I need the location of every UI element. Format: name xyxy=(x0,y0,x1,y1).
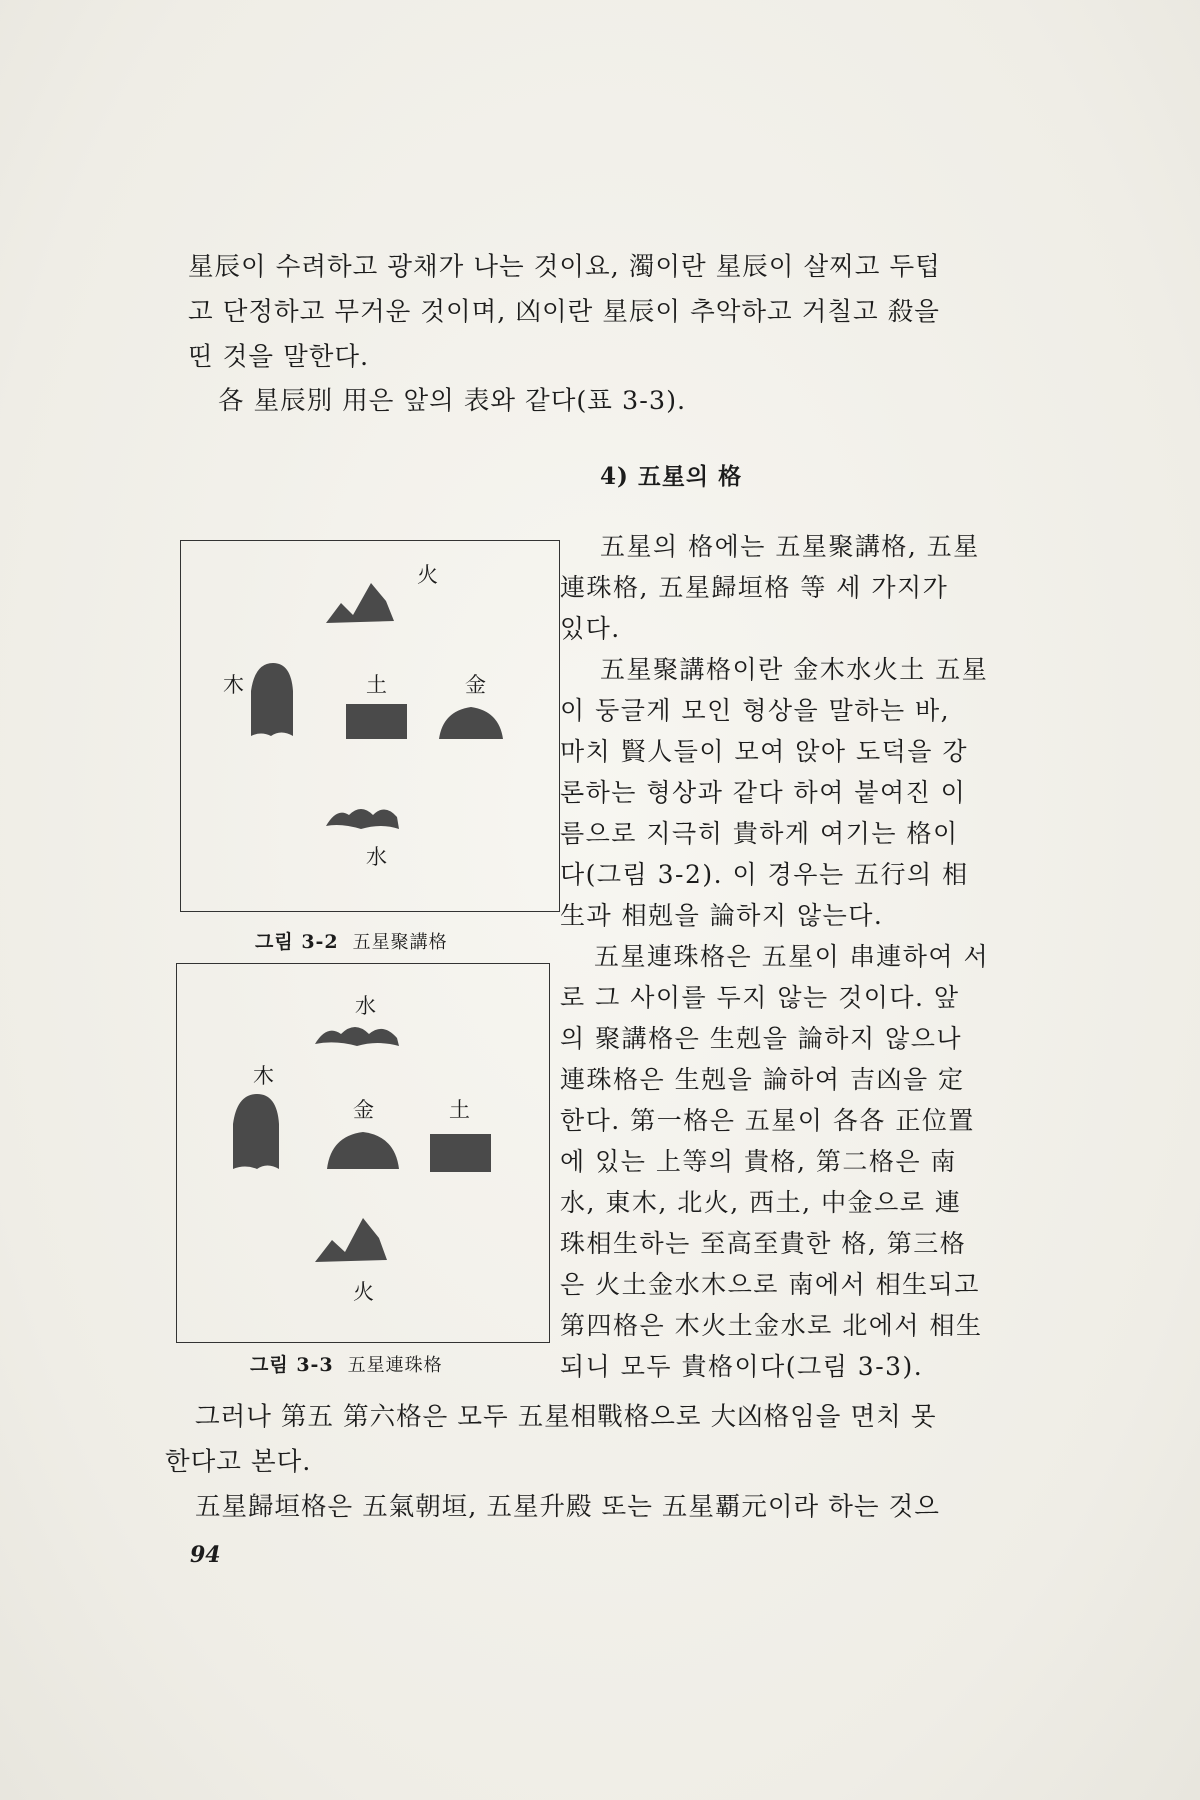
text-line: 生과 相剋을 論하지 않는다. xyxy=(560,901,884,930)
fire-label: 火 xyxy=(417,563,438,587)
water-label: 水 xyxy=(355,994,376,1018)
earth-label: 土 xyxy=(449,1098,470,1122)
text-line: 마치 賢人들이 모여 앉아 도덕을 강 xyxy=(560,737,969,766)
fire-label: 火 xyxy=(353,1280,374,1304)
text-line: 한다고 본다. xyxy=(165,1447,312,1477)
wood-mountain-shape xyxy=(251,663,293,736)
text-line: 이 둥글게 모인 형상을 말하는 바, xyxy=(560,696,951,725)
fire-mountain-shape xyxy=(326,583,394,623)
metal-mountain-shape xyxy=(327,1132,399,1169)
metal-mountain-shape xyxy=(439,707,503,739)
page-number: 94 xyxy=(190,1542,221,1568)
text-line: 있다. xyxy=(560,614,621,643)
fire-mountain-shape xyxy=(315,1218,387,1262)
caption-title: 五星聚講格 xyxy=(352,932,448,953)
text-line: 고 단정하고 무거운 것이며, 凶이란 星辰이 추악하고 거칠고 殺을 xyxy=(188,297,940,327)
text-line: 各 星辰別 用은 앞의 表와 같다(표 3-3). xyxy=(218,386,687,416)
text-line: 름으로 지극히 貴하게 여기는 格이 xyxy=(560,819,959,848)
metal-label: 金 xyxy=(465,673,486,697)
text-line: 五星聚講格이란 金木水火土 五星 xyxy=(600,655,989,684)
water-label: 水 xyxy=(366,845,387,869)
text-line: 連珠格, 五星歸垣格 等 세 가지가 xyxy=(560,573,949,602)
wood-mountain-shape xyxy=(233,1094,279,1169)
water-mountain-shape xyxy=(326,809,399,829)
text-line: 珠相生하는 至高至貴한 格, 第三格 xyxy=(560,1229,967,1258)
text-line: 五星歸垣格은 五氣朝垣, 五星升殿 또는 五星覇元이라 하는 것으 xyxy=(195,1492,940,1522)
text-line: 론하는 형상과 같다 하여 붙여진 이 xyxy=(560,778,967,807)
text-line: 은 火土金水木으로 南에서 相生되고 xyxy=(560,1270,980,1299)
figure-3-2-caption xyxy=(255,927,448,954)
text-line: 로 그 사이를 두지 않는 것이다. 앞 xyxy=(560,983,960,1012)
figure-3-3-caption xyxy=(250,1350,443,1377)
text-line: 되니 모두 貴格이다(그림 3-3). xyxy=(560,1352,924,1381)
text-line: 그러나 第五 第六格은 모두 五星相戰格으로 大凶格임을 면치 못 xyxy=(195,1402,937,1432)
earth-label: 土 xyxy=(366,673,387,697)
text-line: 의 聚講格은 生剋을 論하지 않으나 xyxy=(560,1024,962,1053)
wood-label: 木 xyxy=(223,673,244,697)
text-line: 星辰이 수려하고 광채가 나는 것이요, 濁이란 星辰이 살찌고 두텁 xyxy=(188,252,941,282)
text-line: 五星連珠格은 五星이 串連하여 서 xyxy=(594,942,990,971)
water-mountain-shape xyxy=(315,1027,399,1046)
text-line: 한다. 第一格은 五星이 各各 正位置 xyxy=(560,1106,975,1135)
text-line: 다(그림 3-2). 이 경우는 五行의 相 xyxy=(560,860,969,889)
wood-label: 木 xyxy=(253,1064,274,1088)
text-line: 에 있는 上等의 貴格, 第二格은 南 xyxy=(560,1147,957,1176)
figure-3-3 xyxy=(176,963,550,1343)
earth-mountain-shape xyxy=(346,704,407,739)
caption-number: 그림 3-3 xyxy=(250,1354,334,1376)
section-heading: 4) 五星의 格 xyxy=(600,463,743,490)
text-line: 第四格은 木火土金水로 北에서 相生 xyxy=(560,1311,983,1340)
caption-number: 그림 3-2 xyxy=(255,931,339,953)
earth-mountain-shape xyxy=(430,1134,491,1172)
text-line: 連珠格은 生剋을 論하여 吉凶을 定 xyxy=(560,1065,965,1094)
text-line: 五星의 格에는 五星聚講格, 五星 xyxy=(600,532,980,561)
text-line: 水, 東木, 北火, 西土, 中金으로 連 xyxy=(560,1188,962,1217)
metal-label: 金 xyxy=(353,1098,374,1122)
caption-title: 五星連珠格 xyxy=(347,1355,443,1376)
text-line: 띤 것을 말한다. xyxy=(188,342,370,372)
figure-3-2 xyxy=(180,540,560,912)
